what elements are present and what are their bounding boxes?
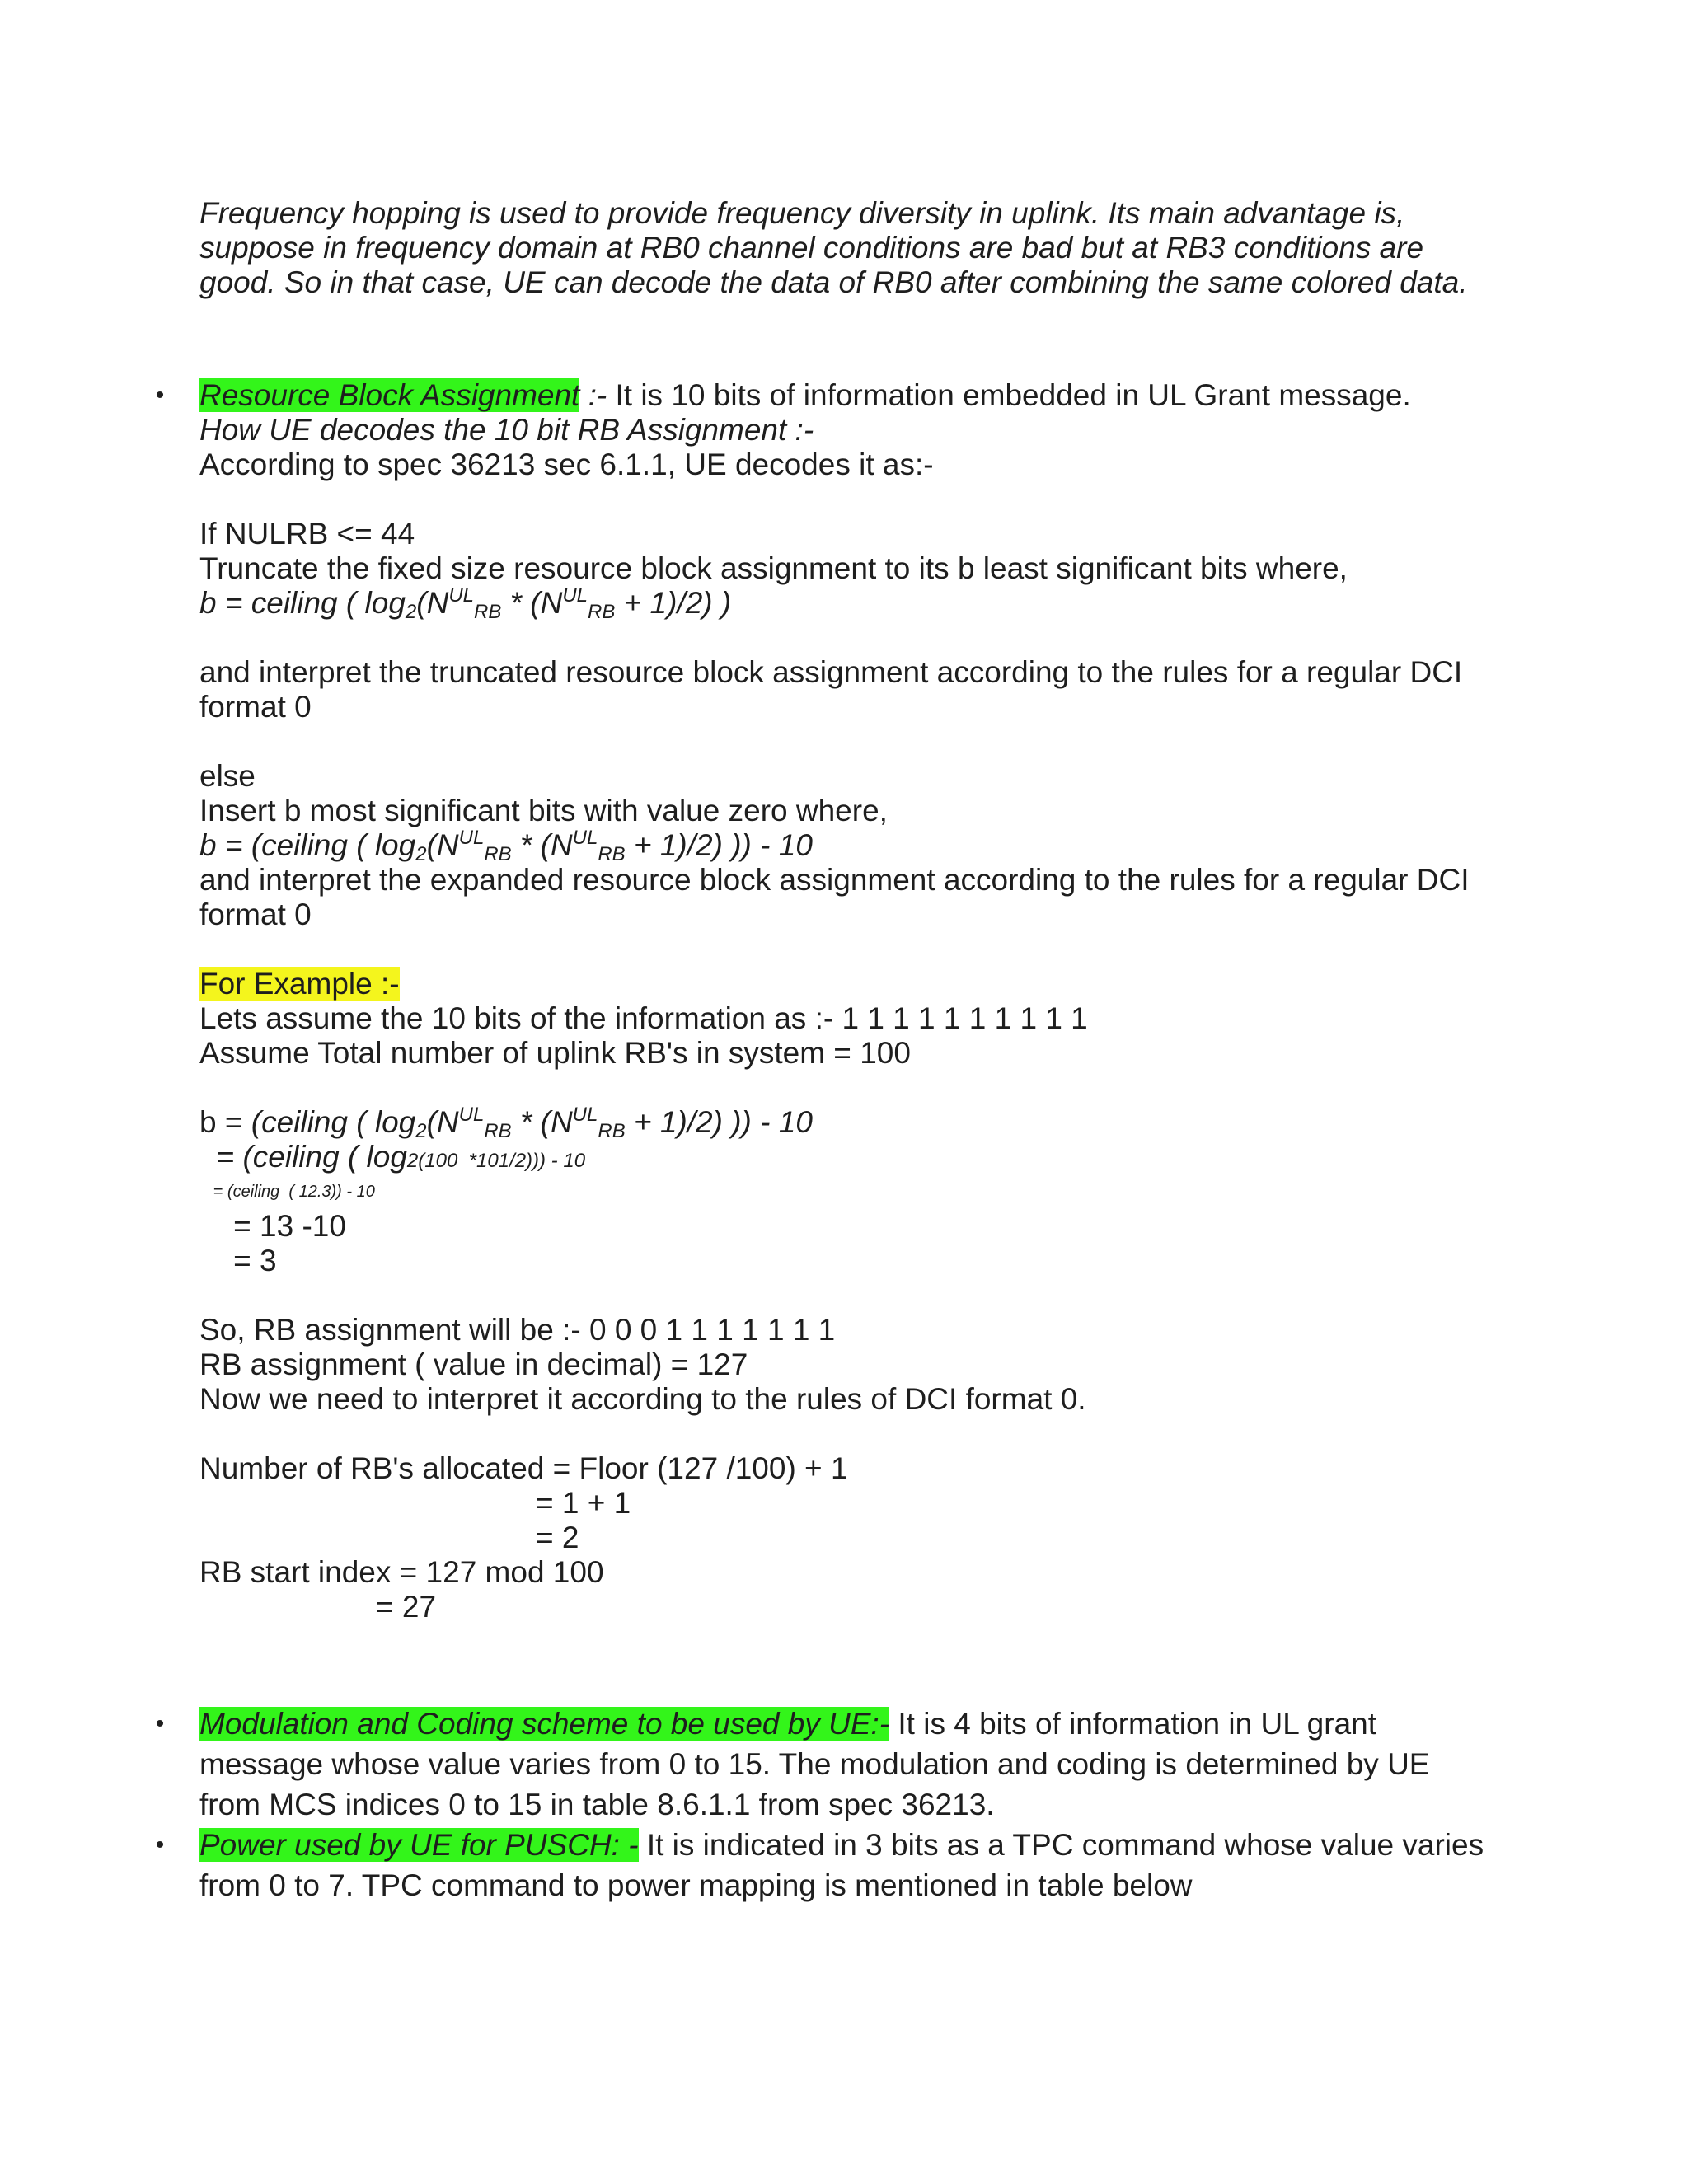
intro-line: Frequency hopping is used to provide frequency diversity in uplink. Its main advantage is,	[199, 196, 1405, 230]
intro-line: suppose in frequency domain at RB0 channel conditions are bad but at RB3 conditions are	[199, 231, 1424, 265]
rba-interpret-line: format 0	[199, 690, 312, 724]
example-bits-line: Lets assume the 10 bits of the information as :- 1 1 1 1 1 1 1 1 1 1	[199, 1001, 1088, 1035]
power-text: It is indicated in 3 bits as a TPC command whose value varies	[638, 1828, 1484, 1862]
rba-heading-text: It is 10 bits of information embedded in UL Grant message.	[615, 378, 1411, 412]
example-start-index-line: RB start index = 127 mod 100	[199, 1555, 604, 1589]
intro-paragraph	[199, 196, 1518, 300]
rba-heading: Resource Block Assignment	[199, 378, 580, 412]
example-formula-3: b = (ceiling ( $\log_2(N^{UL}_{RB} * (N^{UL}_{RB} + 1)/2)$ )) - 10	[199, 1104, 813, 1142]
bullet-icon: •	[155, 382, 165, 409]
document-page	[155, 196, 1518, 1905]
rba-else-line: else	[199, 759, 256, 793]
rba-insert-line: Insert b most significant bits with value zero where,	[199, 794, 888, 827]
example-start-eq: = 27	[376, 1590, 437, 1624]
example-total-line: Assume Total number of uplink RB's in system = 100	[199, 1036, 911, 1070]
rba-spec-line: According to spec 36213 sec 6.1.1, UE decodes it as:-	[199, 448, 934, 481]
rba-formula-1: b = ceiling ( $\log_2(N^{UL}_{RB} * (N^{UL}_{RB} + 1)/2)$ )	[199, 584, 732, 623]
mcs-heading: Modulation and Coding scheme to be used by UE:-	[199, 1707, 890, 1741]
example-formula-4: = (ceiling ( log2(100 *101/2))) - 10	[199, 1140, 586, 1174]
rba-interpret-line: and interpret the truncated resource block assignment according to the rules for a regular DCI	[199, 655, 1463, 689]
rba-section	[155, 378, 1518, 1624]
rba-formula-2: b = (ceiling ( $\log_2(N^{UL}_{RB} * (N^{UL}_{RB} + 1)/2)$ )) - 10	[199, 827, 813, 865]
power-text: from 0 to 7. TPC command to power mapping is mentioned in table below	[199, 1868, 1193, 1902]
rba-heading-suffix: :-	[579, 378, 616, 412]
power-heading: Power used by UE for PUSCH: -	[199, 1828, 639, 1862]
example-decimal-line: RB assignment ( value in decimal) = 127	[199, 1347, 748, 1381]
example-alloc-eq: = 2	[536, 1521, 579, 1554]
rba-interpret-line: format 0	[199, 898, 312, 931]
example-eq-line: = 3	[199, 1244, 277, 1277]
bullet-icon: •	[155, 1831, 165, 1858]
mcs-text: message whose value varies from 0 to 15. The modulation and coding is determined by UE	[199, 1747, 1430, 1781]
mcs-section	[155, 1704, 1518, 1825]
rba-if-line: If NULRB <= 44	[199, 517, 415, 551]
rba-truncate-line: Truncate the fixed size resource block assignment to its b least significant bits where,	[199, 551, 1348, 585]
example-eq-line: = 13 -10	[199, 1209, 346, 1243]
rba-interpret-line: and interpret the expanded resource block assignment according to the rules for a regular DCI	[199, 863, 1470, 897]
rba-how-line: How UE decodes the 10 bit RB Assignment :-	[199, 413, 814, 447]
example-now-line: Now we need to interpret it according to the rules of DCI format 0.	[199, 1382, 1086, 1416]
example-so-line: So, RB assignment will be :- 0 0 0 1 1 1 1 1 1 1	[199, 1313, 836, 1347]
example-alloc-eq: = 1 + 1	[536, 1486, 631, 1520]
mcs-text: It is 4 bits of information in UL grant	[889, 1707, 1377, 1741]
intro-line: good. So in that case, UE can decode the data of RB0 after combining the same colored data.	[199, 265, 1468, 299]
mcs-text: from MCS indices 0 to 15 in table 8.6.1.1 from spec 36213.	[199, 1788, 995, 1821]
example-formula-5: = (ceiling ( 12.3)) - 10	[199, 1183, 375, 1201]
example-label: For Example :-	[199, 967, 400, 1001]
example-num-alloc-line: Number of RB's allocated = Floor (127 /100) + 1	[199, 1451, 848, 1485]
power-section	[155, 1825, 1518, 1905]
bullet-icon: •	[155, 1710, 165, 1737]
